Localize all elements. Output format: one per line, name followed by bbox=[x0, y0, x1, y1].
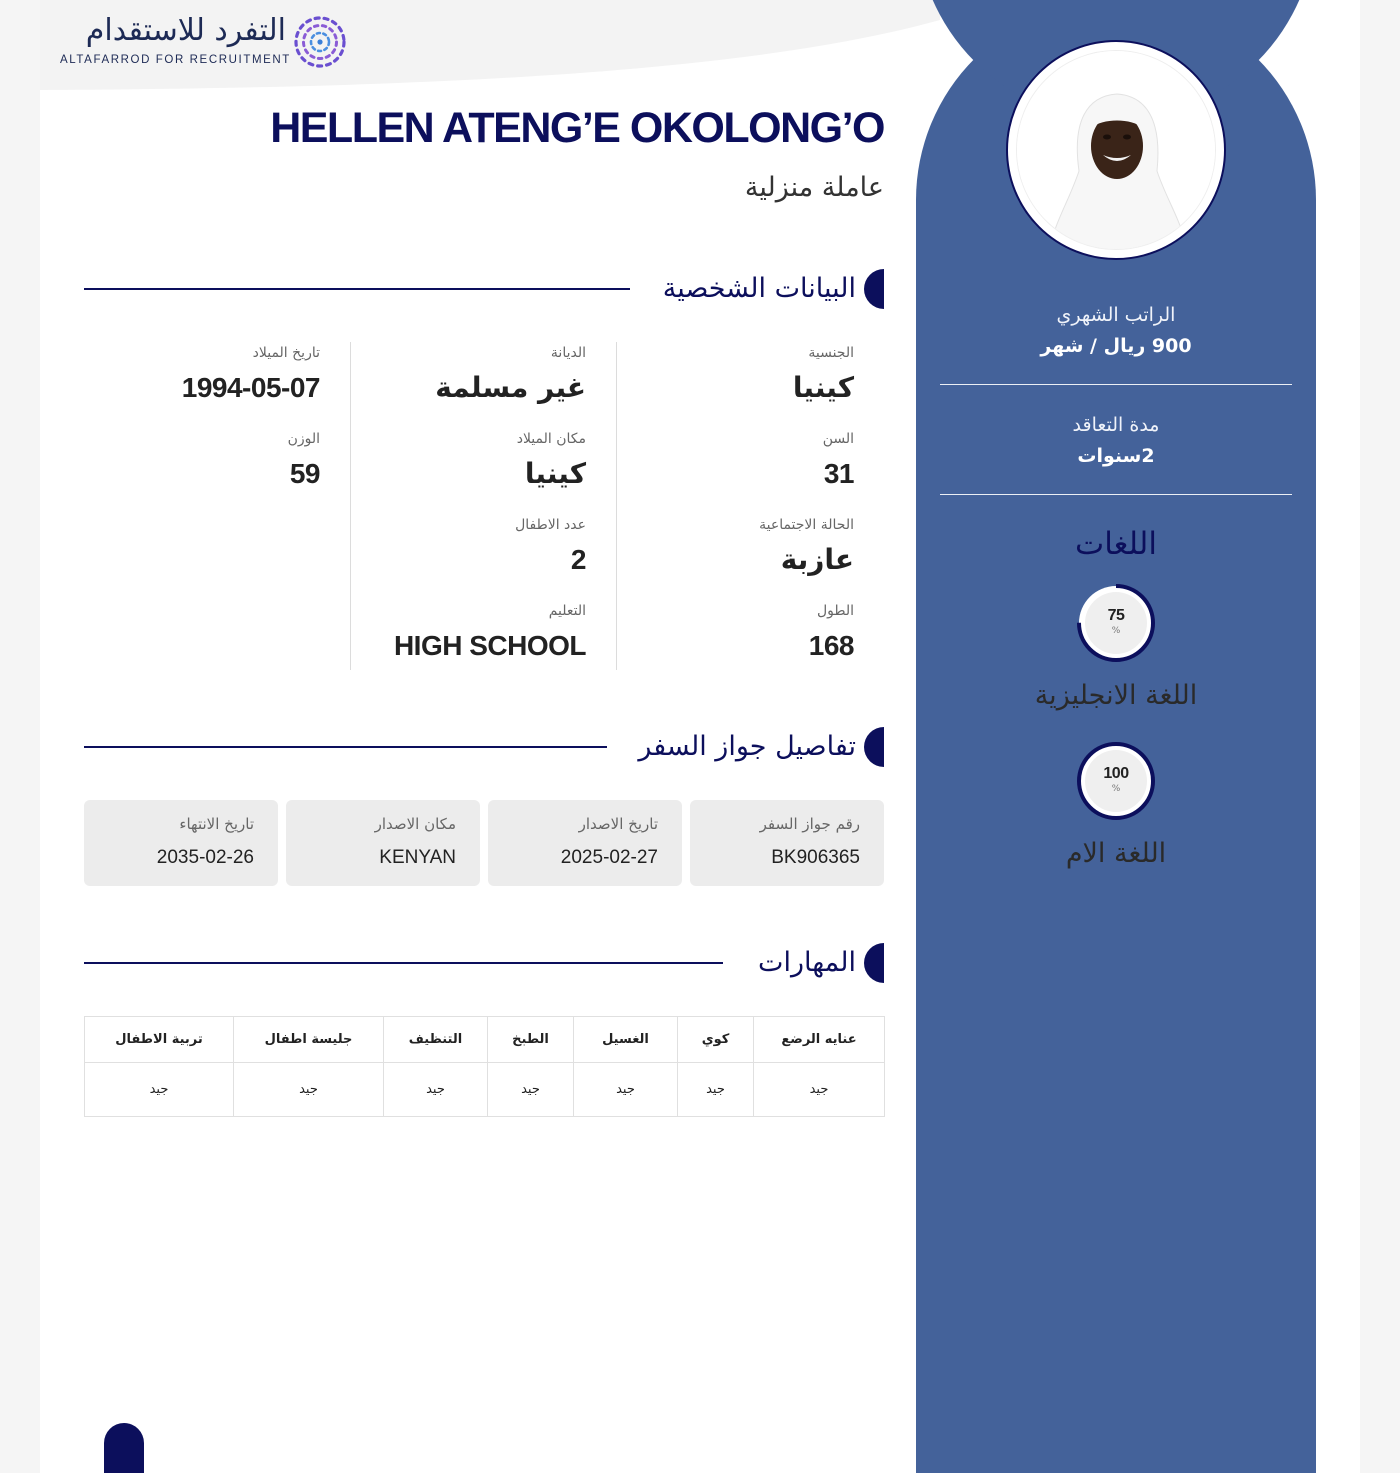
personal-column-1 bbox=[618, 342, 884, 670]
children-item bbox=[515, 514, 586, 580]
issue-date-value: 2025-02-27 bbox=[560, 847, 658, 868]
skill-value: جيد bbox=[384, 1063, 488, 1117]
english-percent-value: 75 bbox=[1107, 607, 1125, 624]
skill-header: جليسة اطفال bbox=[234, 1017, 384, 1063]
native-language-label: اللغة الام bbox=[1065, 838, 1167, 869]
expiry-date-card bbox=[84, 800, 278, 886]
marital-status-value: عازبة bbox=[780, 543, 854, 576]
religion-label: الديانة bbox=[550, 345, 586, 361]
section-title-skills: المهارات bbox=[758, 947, 856, 978]
birth-date-label: تاريخ الميلاد bbox=[252, 345, 320, 361]
section-divider bbox=[84, 746, 607, 748]
section-cap-shape bbox=[864, 727, 884, 767]
issue-place-card bbox=[286, 800, 480, 886]
personal-column-2 bbox=[351, 342, 617, 670]
nationality-label: الجنسية bbox=[808, 345, 854, 361]
children-label: عدد الاطفال bbox=[515, 517, 586, 533]
birth-date-value: 1994-05-07 bbox=[181, 372, 320, 403]
personal-data-grid bbox=[84, 342, 884, 670]
skill-header: الطبخ bbox=[488, 1017, 574, 1063]
job-title: عاملة منزلية bbox=[744, 172, 884, 203]
sidebar-divider bbox=[940, 384, 1292, 385]
logo-arabic-text: التفرد للاستقدام bbox=[85, 13, 286, 48]
logo-english-text: ALTAFARROD FOR RECRUITMENT bbox=[60, 54, 291, 66]
nationality-item bbox=[793, 342, 854, 408]
salary-label: الراتب الشهري bbox=[1056, 304, 1176, 326]
section-header-passport bbox=[84, 727, 884, 767]
skill-header: كوي bbox=[678, 1017, 754, 1063]
birth-place-value: كينيا bbox=[524, 457, 586, 490]
birth-date-item bbox=[182, 342, 320, 408]
skill-value: جيد bbox=[678, 1063, 754, 1117]
personal-column-3 bbox=[85, 342, 351, 670]
section-divider bbox=[84, 962, 723, 964]
issue-place-label: مكان الاصدار bbox=[374, 815, 456, 833]
height-item bbox=[809, 600, 854, 666]
native-percent-value: 100 bbox=[1103, 765, 1129, 782]
issue-place-value: KENYAN bbox=[379, 847, 456, 868]
cv-page bbox=[40, 0, 1360, 1473]
skill-value: جيد bbox=[488, 1063, 574, 1117]
decorative-tab-shape bbox=[104, 1423, 144, 1473]
section-header-skills bbox=[84, 943, 884, 983]
skills-table bbox=[84, 1016, 885, 1117]
skill-value: جيد bbox=[234, 1063, 384, 1117]
contract-value: 2سنوات bbox=[1077, 445, 1155, 467]
education-value: HIGH SCHOOL bbox=[393, 630, 586, 661]
passport-number-label: رقم جواز السفر bbox=[759, 815, 860, 833]
candidate-photo-image bbox=[1017, 51, 1216, 250]
section-cap-shape bbox=[864, 269, 884, 309]
percent-sign: % bbox=[1111, 626, 1121, 636]
marital-status-item bbox=[759, 514, 854, 580]
education-label: التعليم bbox=[548, 603, 586, 619]
skill-header: الغسيل bbox=[574, 1017, 678, 1063]
education-item bbox=[394, 600, 586, 666]
height-label: الطول bbox=[816, 603, 854, 619]
issue-date-card bbox=[488, 800, 682, 886]
children-value: 2 bbox=[570, 544, 586, 575]
company-logo bbox=[60, 12, 350, 74]
candidate-name: HELLEN ATENG’E OKOLONG’O bbox=[270, 104, 884, 152]
skills-header-row bbox=[85, 1017, 885, 1063]
english-language-label: اللغة الانجليزية bbox=[1034, 680, 1198, 711]
skill-value: جيد bbox=[574, 1063, 678, 1117]
section-cap-shape bbox=[864, 943, 884, 983]
nationality-value: كينيا bbox=[792, 371, 854, 404]
weight-label: الوزن bbox=[287, 431, 320, 447]
marital-status-label: الحالة الاجتماعية bbox=[759, 517, 854, 533]
passport-number-card bbox=[690, 800, 884, 886]
section-header-personal bbox=[84, 269, 884, 309]
salary-block bbox=[940, 302, 1292, 360]
weight-item bbox=[288, 428, 320, 494]
skill-header: تربية الاطفال bbox=[85, 1017, 234, 1063]
skill-header: التنظيف bbox=[384, 1017, 488, 1063]
contract-block bbox=[940, 412, 1292, 470]
passport-number-value: BK906365 bbox=[771, 847, 860, 868]
expiry-date-label: تاريخ الانتهاء bbox=[179, 815, 254, 833]
expiry-date-value: 2035-02-26 bbox=[156, 847, 254, 868]
section-title-personal: البيانات الشخصية bbox=[662, 273, 856, 304]
skill-value: جيد bbox=[754, 1063, 885, 1117]
sidebar-divider bbox=[940, 494, 1292, 495]
birth-place-label: مكان الميلاد bbox=[516, 431, 586, 447]
skill-header: عنايه الرضع bbox=[754, 1017, 885, 1063]
skill-value: جيد bbox=[85, 1063, 234, 1117]
age-item bbox=[823, 428, 854, 494]
candidate-photo bbox=[1016, 50, 1216, 250]
section-title-passport: تفاصيل جواز السفر bbox=[638, 731, 856, 762]
height-value: 168 bbox=[808, 630, 854, 661]
section-divider bbox=[84, 288, 630, 290]
weight-value: 59 bbox=[289, 458, 320, 489]
religion-value: غير مسلمة bbox=[435, 371, 586, 404]
languages-title: اللغات bbox=[1075, 526, 1157, 562]
native-gauge bbox=[1075, 740, 1157, 822]
issue-date-label: تاريخ الاصدار bbox=[578, 815, 658, 833]
age-value: 31 bbox=[823, 458, 854, 489]
birth-place-item bbox=[517, 428, 586, 494]
religion-item bbox=[435, 342, 586, 408]
contract-label: مدة التعاقد bbox=[1072, 414, 1160, 436]
salary-value: 900 ريال / شهر bbox=[1040, 335, 1192, 357]
skills-value-row bbox=[85, 1063, 885, 1117]
age-label: السن bbox=[822, 431, 854, 447]
dotted-circle-logo-icon bbox=[292, 14, 348, 70]
percent-sign: % bbox=[1111, 784, 1121, 794]
english-gauge bbox=[1075, 582, 1157, 664]
